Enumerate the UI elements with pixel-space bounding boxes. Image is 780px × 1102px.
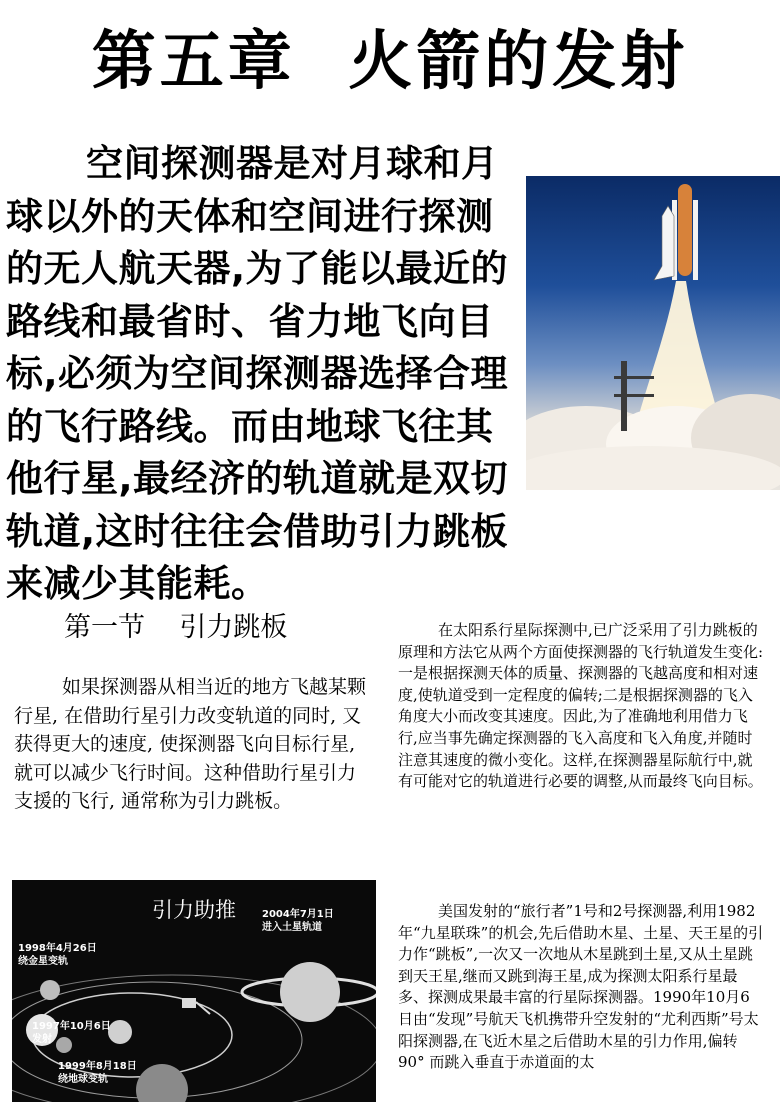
gravity-assist-figure — [12, 880, 376, 1102]
right-paragraph-1: 在太阳系行星际探测中,已广泛采用了引力跳板的原理和方法它从两个方面使探测器的飞行轨道发生变化:一是根据探测天体的质量、探测器的飞越高度和相对速度,使轨道受到一定程度的偏转;二是根据探测器的飞入角度大小而改变其速度。因此,为了准确地利用借力飞行,应当事先确定探测器的飞入高度和飞入角度,并随时注意其速度的微小变化。这样,在探测器星际航行中,就有可能对它的轨道进行必要的调整,从而最终飞向目标。 — [398, 621, 764, 791]
section-paragraph: 如果探测器从相当近的地方飞越某颗行星, 在借助行星引力改变轨道的同时, 又获得更大的速度, 使探测器飞向目标行星, 就可以减少飞行时间。这种借助行星引力支援的飞行, 通常称为引力跳板。 — [14, 676, 367, 812]
label-earth-flyby: 1999年8月18日 绕地球变轨 — [58, 1061, 137, 1085]
figure-title: 引力助推 — [152, 898, 236, 922]
rocket-launch-icon — [526, 176, 780, 490]
label-launch: 1997年10月6日 发射 — [32, 1021, 111, 1045]
rocket-launch-photo — [526, 176, 780, 490]
section-heading: 第一节 引力跳板 — [64, 612, 288, 643]
label-venus-flyby: 1998年4月26日 绕金星变轨 — [18, 943, 97, 967]
page-title: 第五章 火箭的发射 — [91, 25, 689, 99]
right-paragraph-2: 美国发射的“旅行者”1号和2号探测器,利用1982年“九星联珠”的机会,先后借助木星、土星、天王星的引力作“跳板”,一次又一次地从木星跳到土星,又从土星跳到天王星,继而又跳到海王星,成为探测太阳系行星最多、探测成果最丰富的行星际探测器。1990年10月6日由“发现”号航天飞机携带升空发射的“尤利西斯”号太阳探测器,在飞近木星之后借助木星的引力作用,偏转90° 而跳入垂直于赤道面的太 — [398, 902, 764, 1072]
label-saturn-orbit: 2004年7月1日 进入土星轨道 — [262, 909, 334, 933]
intro-paragraph: 空间探测器是对月球和月球以外的天体和空间进行探测的无人航天器,为了能以最近的路线和最省时、省力地飞向目标,必须为空间探测器选择合理的飞行路线。而由地球飞往其他行星,最经济的轨道就是双切轨道,这时往往会借助引力跳板来减少其能耗。 — [6, 142, 509, 605]
